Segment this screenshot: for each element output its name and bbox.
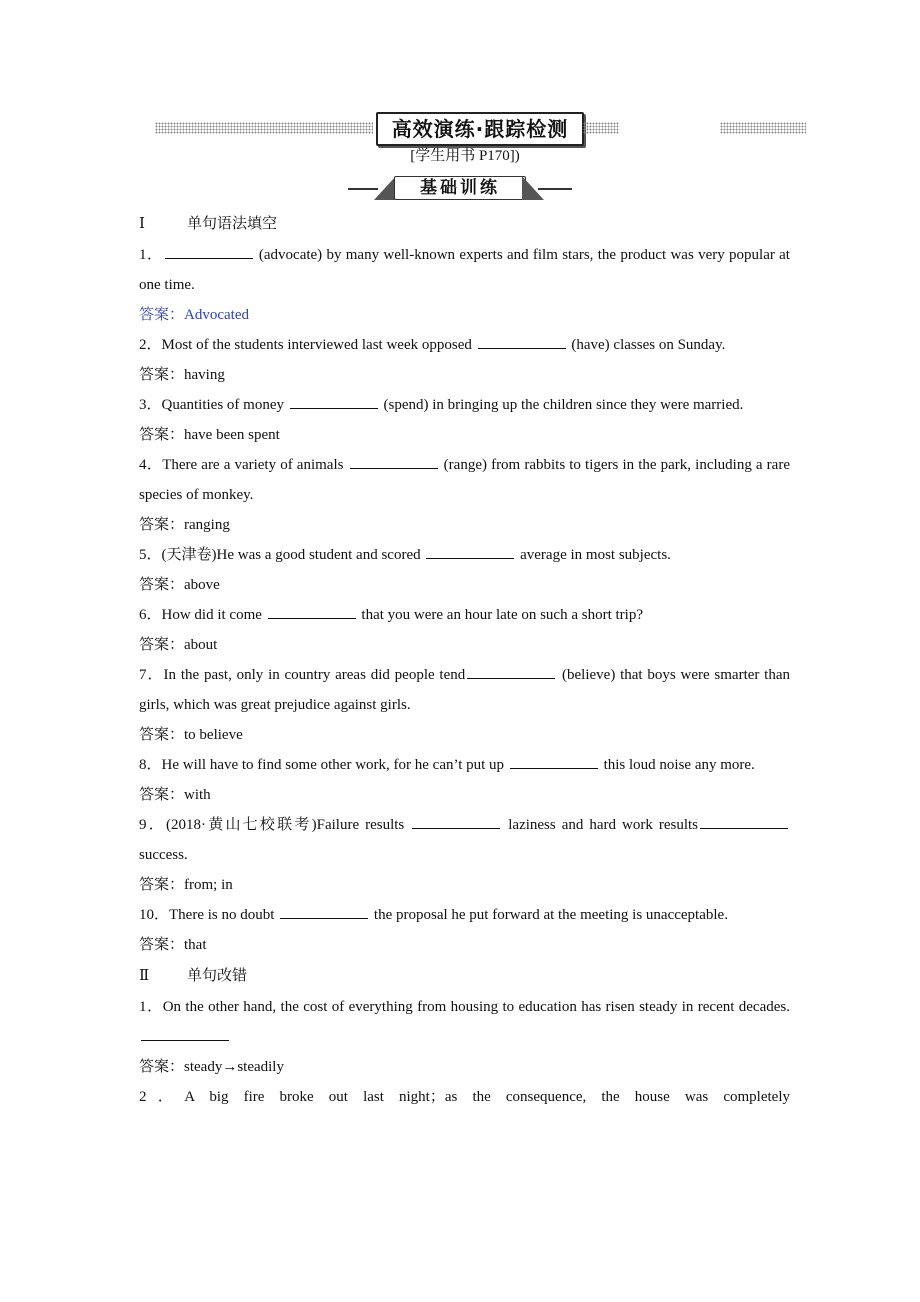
question (139, 992, 790, 1052)
section-title: 单句改错 (187, 968, 248, 984)
question (139, 390, 790, 420)
question-text: 1． (139, 247, 163, 263)
answer-blank (268, 603, 356, 619)
question (139, 810, 790, 870)
question-text: the proposal he put forward at the meeting is unacceptable. (370, 907, 728, 923)
answer: 答案：having (139, 367, 225, 383)
question-text: success. (139, 847, 188, 863)
answer-blank (478, 333, 566, 349)
dotted-rule-middle (583, 122, 619, 134)
question-text: 4．There are a variety of animals (139, 457, 348, 473)
question-text: 5．(天津卷)He was a good student and scored (139, 547, 425, 563)
question-text: (believe) that boys were smarter than girls, which was great prejudice against girls. (139, 667, 791, 713)
question-text: 2．A big fire broke out last night；as the consequence, the house was completely (139, 1089, 790, 1105)
question-text: 2．Most of the students interviewed last week opposed (139, 337, 476, 353)
answer-blank (510, 753, 598, 769)
question (139, 900, 790, 930)
question (139, 1082, 790, 1112)
section-number: Ⅱ (139, 968, 150, 984)
question-text: 6．How did it come (139, 607, 266, 623)
section-title: 单句语法填空 (187, 216, 278, 232)
question (139, 450, 790, 510)
question (139, 750, 790, 780)
answer-blank (165, 243, 253, 259)
answer-blank (426, 543, 514, 559)
banner-wing-left (374, 176, 396, 200)
answer: 答案：that (139, 937, 207, 953)
question-text: 1．On the other hand, the cost of everything from housing to education has risen steady in recent decades. (139, 999, 790, 1015)
answer: 答案：with (139, 787, 211, 803)
section-heading (139, 209, 790, 239)
answer: 答案：about (139, 637, 218, 653)
answer-blank (412, 813, 500, 829)
answer-blank (141, 1025, 229, 1041)
question (139, 600, 790, 630)
question-text: (range) from rabbits to tigers in the park, including a rare species of monkey. (139, 457, 790, 503)
question-text: (have) classes on Sunday. (567, 337, 726, 353)
banner-line-right (538, 188, 572, 190)
page-title: 高效演练·跟踪检测 (376, 112, 584, 146)
answer: 答案：Advocated (139, 307, 249, 323)
question-text: (advocate) by many well-known experts and film stars, the product was very popular at one time. (139, 247, 790, 293)
dotted-rule-left (155, 122, 373, 134)
answer-blank (700, 813, 788, 829)
question (139, 540, 790, 570)
answer: 答案：ranging (139, 517, 230, 533)
question-text: 3．Quantities of money (139, 397, 288, 413)
question-text: that you were an hour late on such a short trip? (357, 607, 643, 623)
question (139, 660, 790, 720)
banner-label: 基础训练 (394, 176, 526, 200)
question-text: average in most subjects. (516, 547, 671, 563)
answer: 答案：from; in (139, 877, 233, 893)
answer-blank (280, 903, 368, 919)
page-header (0, 112, 920, 146)
answer-blank (290, 393, 378, 409)
question-text: 10．There is no doubt (139, 907, 279, 923)
question-text: 7．In the past, only in country areas did people tend (139, 667, 466, 683)
answer: 答案：steady→steadily (139, 1059, 284, 1075)
dotted-rule-right (720, 122, 806, 134)
question-text: this loud noise any more. (599, 757, 755, 773)
exercise-content (139, 208, 790, 1112)
section-heading (139, 961, 790, 991)
question (139, 330, 790, 360)
question-text: 8．He will have to find some other work, for he can’t put up (139, 757, 508, 773)
answer-blank (350, 453, 438, 469)
question (139, 240, 790, 300)
answer-blank (467, 663, 555, 679)
answer: 答案：to believe (139, 727, 243, 743)
section-number: Ⅰ (139, 216, 145, 232)
question-text: laziness and hard work results (502, 817, 698, 833)
answer: 答案：have been spent (139, 427, 280, 443)
question-text: (spend) in bringing up the children since they were married. (379, 397, 744, 413)
question-text: 9．(2018·黄山七校联考)Failure results (139, 817, 411, 833)
page-subtitle: [学生用书 P170]) (410, 148, 520, 164)
answer: 答案：above (139, 577, 220, 593)
section-banner (348, 174, 572, 204)
